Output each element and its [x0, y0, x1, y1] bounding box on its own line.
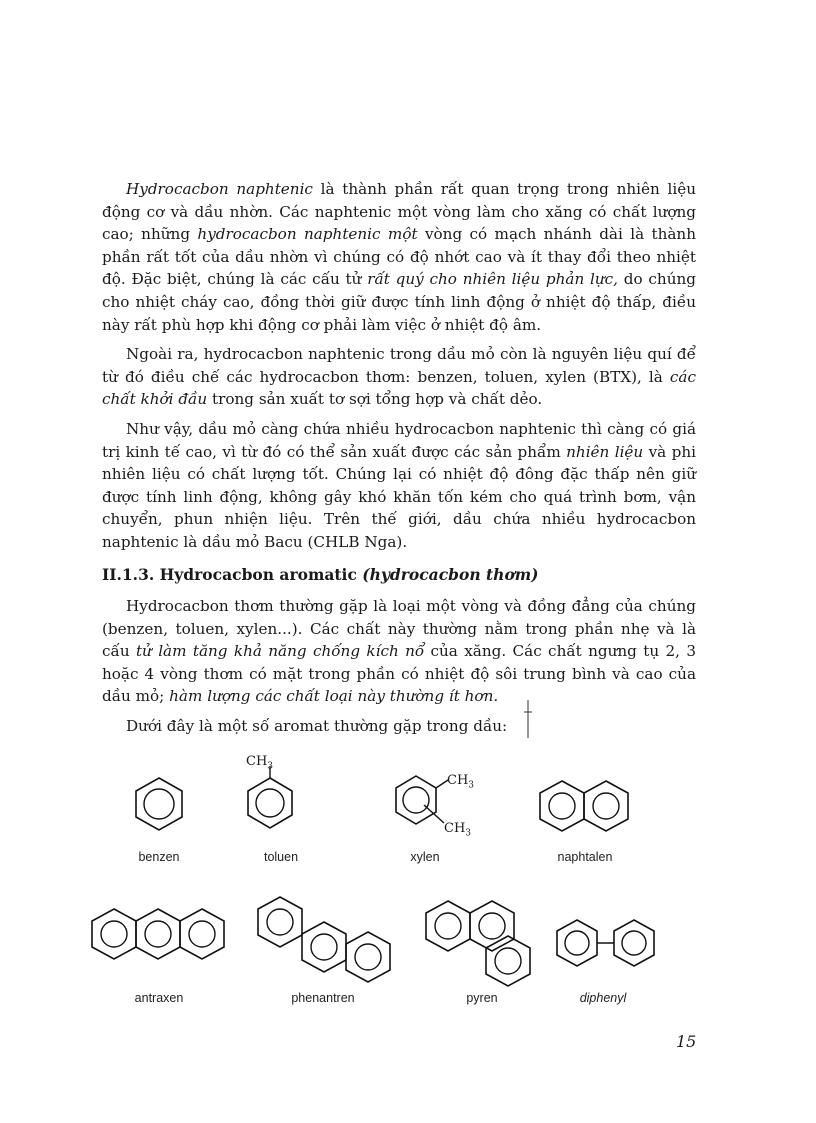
- text-run: hydrocacbon naphtenic một: [197, 225, 418, 244]
- ch3-text: CH: [447, 773, 469, 788]
- text-run: nhiên liệu: [566, 442, 644, 461]
- paragraph-ngoai-ra: [102, 343, 696, 411]
- label-diphenyl: diphenyl: [579, 991, 627, 1005]
- ch3-text: CH: [246, 754, 268, 769]
- label-pyren: pyren: [466, 991, 498, 1005]
- label-naphtalen: naphtalen: [557, 850, 613, 864]
- xylen-ch3-bottom: [444, 821, 471, 839]
- text-run: vòng có mạch nhánh dài là thành phần rất tốt của dầu nhờn vì chúng có độ nhớt cao và ít thay đổi theo nhiệt độ. Đặc biệt, chúng là các cấu tử: [102, 225, 696, 289]
- label-phenantren: phenantren: [291, 991, 355, 1005]
- toluen-ch3-label: [246, 754, 273, 772]
- paragraph-hydrocacbon-thom: [102, 595, 696, 708]
- paragraph-duoi-day: [102, 715, 696, 738]
- text-run: Dưới đây là một số aromat thường gặp trong dầu:: [126, 717, 508, 736]
- label-toluen: toluen: [263, 850, 299, 864]
- heading-italic: (hydrocacbon thơm): [362, 564, 539, 584]
- ch3-subscript: 3: [267, 761, 274, 772]
- label-antraxen: antraxen: [134, 991, 184, 1005]
- label-benzen: benzen: [138, 850, 180, 864]
- diphenyl-structure: [552, 916, 662, 970]
- text-run: rất quý cho nhiên liệu phản lực,: [367, 270, 619, 289]
- body-text-upper: [102, 178, 696, 745]
- text-run: Như vậy, dầu mỏ càng chứa nhiều hydrocacbon naphtenic thì càng có giá trị kinh tế cao, vì từ đó có thể sản xuất được các sản phẩm: [102, 419, 696, 461]
- ch3-subscript: 3: [465, 828, 472, 839]
- text-run: Hydrocacbon naphtenic: [126, 180, 313, 198]
- phenantren-structure: [256, 894, 392, 986]
- ch3-text: CH: [444, 821, 466, 836]
- text-run: và phi nhiên liệu có chất lượng tốt. Chúng lại có nhiệt độ đông đặc thấp nên giữ được tính linh động, không gây khó khăn tốn kém cho quá trình bơm, vận chuyển, phun nhiện liệu. Trên thế giới, dầu chứa nhiều hydrocacbon naphtenic là dầu mỏ Bacu (CHLB Nga).: [102, 442, 696, 551]
- text-run: Ngoài ra, hydrocacbon naphtenic trong dầu mỏ còn là nguyên liệu quí để từ đó điều chế các hydrocacbon thơm: benzen, toluen, xylen (BTX), là: [102, 345, 696, 386]
- pyren-structure: [424, 898, 534, 990]
- section-heading: [102, 564, 696, 587]
- text-run: trong sản xuất tơ sợi tổng hợp và chất dẻo.: [207, 390, 543, 409]
- heading-number: II.1.3. Hydrocacbon aromatic: [102, 564, 363, 584]
- text-run: do chúng cho nhiệt cháy cao, đồng thời giữ được tính linh động ở nhiệt độ thấp, điều này rất phù hợp khi động cơ phải làm việc ở nhiệt độ âm.: [102, 270, 696, 334]
- text-run: các chất khởi đầu: [102, 367, 696, 409]
- benzen-structure: [132, 775, 186, 833]
- paragraph-naphtenic: [102, 178, 696, 336]
- naphtalen-structure: [538, 778, 630, 834]
- xylen-ch3-top: [447, 773, 474, 791]
- ch3-subscript: 3: [468, 780, 475, 791]
- text-run: tử làm tăng khả năng chống kích nổ: [135, 642, 425, 661]
- text-run: của xăng. Các chất ngưng tụ 2, 3 hoặc 4 vòng thơm có mặt trong phần có nhiệt độ sôi trung bình và cao của dầu mỏ;: [102, 642, 696, 706]
- paragraph-nhu-vay: [102, 418, 696, 554]
- antraxen-structure: [90, 906, 226, 962]
- text-run: là thành phần rất quan trọng trong nhiên liệu động cơ và dầu nhờn. Các naphtenic một vòng làm cho xăng có chất lượng cao; những: [102, 180, 696, 244]
- text-run: hàm lượng các chất loại này thường ít hơn.: [169, 687, 499, 706]
- text-run: Hydrocacbon thơm thường gặp là loại một vòng và đồng đẳng của chúng (benzen, toluen, xylen...). Các chất này thường nằm trong phần nhẹ và là cấu: [102, 597, 696, 661]
- page-number: 15: [676, 1032, 697, 1051]
- cross-mark: [522, 698, 534, 742]
- label-xylen: xylen: [410, 850, 440, 864]
